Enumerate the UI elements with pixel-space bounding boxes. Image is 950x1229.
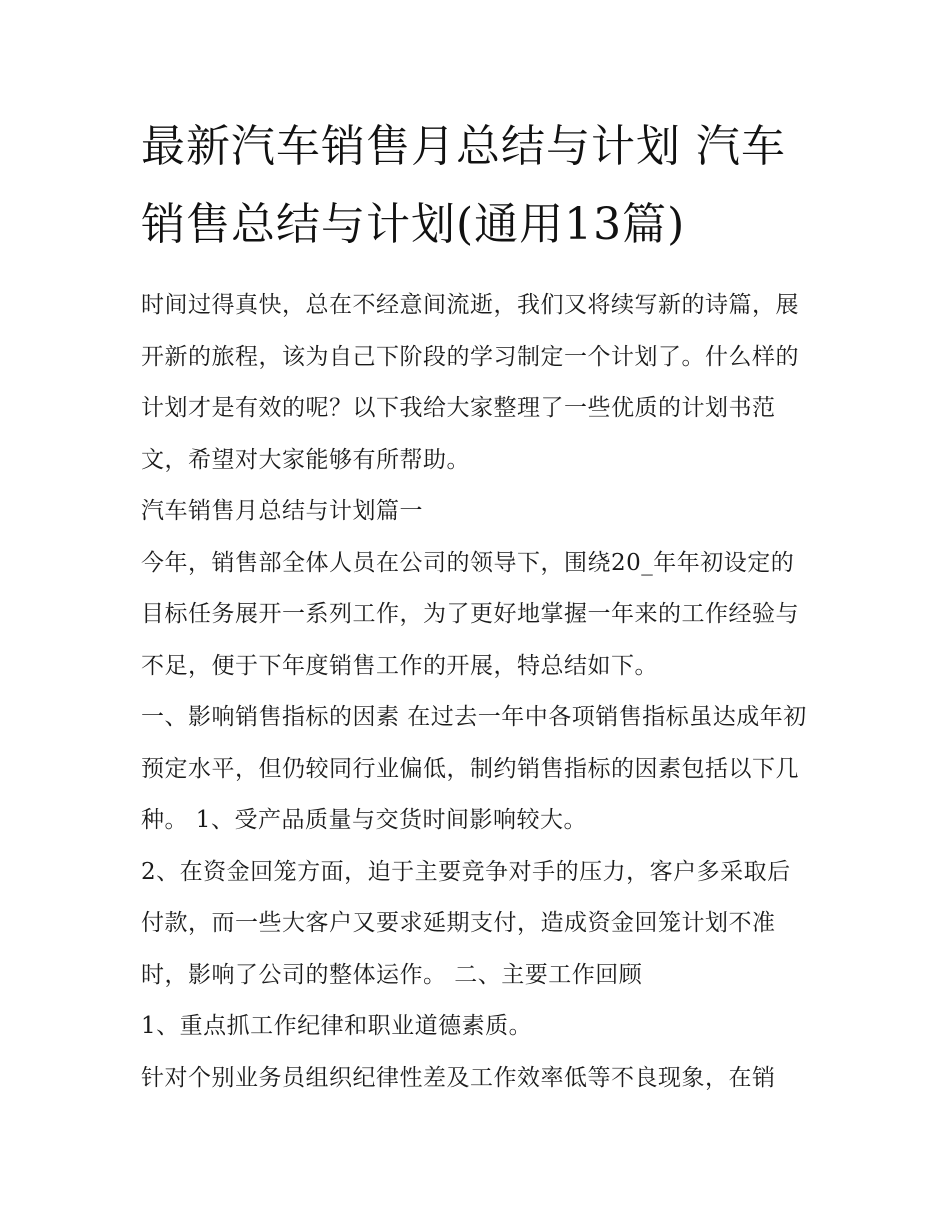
document-body [141,108,813,1104]
intro-paragraph: 时间过得真快，总在不经意间流逝，我们又将续写新的诗篇，展开新的旅程，该为自己下阶段的学习制定一个计划了。什么样的计划才是有效的呢？以下我给大家整理了一些优质的计划书范文，希望对大家能够有所帮助。 [141,292,799,473]
section-heading: 汽车销售月总结与计划篇一 [141,498,423,524]
body-paragraph: 今年，销售部全体人员在公司的领导下，围绕20_年年初设定的目标任务展开一系列工作，为了更好地掌握一年来的工作经验与不足，便于下年度销售工作的开展，特总结如下。 [141,549,799,679]
body-paragraph: 一、影响销售指标的因素 在过去一年中各项销售指标虽达成年初预定水平，但仍较同行业偏低，制约销售指标的因素包括以下几种。 1、受产品质量与交货时间影响较大。 [141,704,807,833]
body-paragraph: 2、在资金回笼方面，迫于主要竞争对手的压力，客户多采取后付款，而一些大客户又要求延期支付，造成资金回笼计划不准时，影响了公司的整体运作。 二、主要工作回顾 [141,858,791,988]
body-paragraph: 针对个别业务员组织纪律性差及工作效率低等不良现象，在销 [141,1064,776,1091]
document-title: 最新汽车销售月总结与计划 汽车销售总结与计划(通用13篇) [141,121,786,250]
body-paragraph: 1、重点抓工作纪律和职业道德素质。 [141,1013,533,1039]
